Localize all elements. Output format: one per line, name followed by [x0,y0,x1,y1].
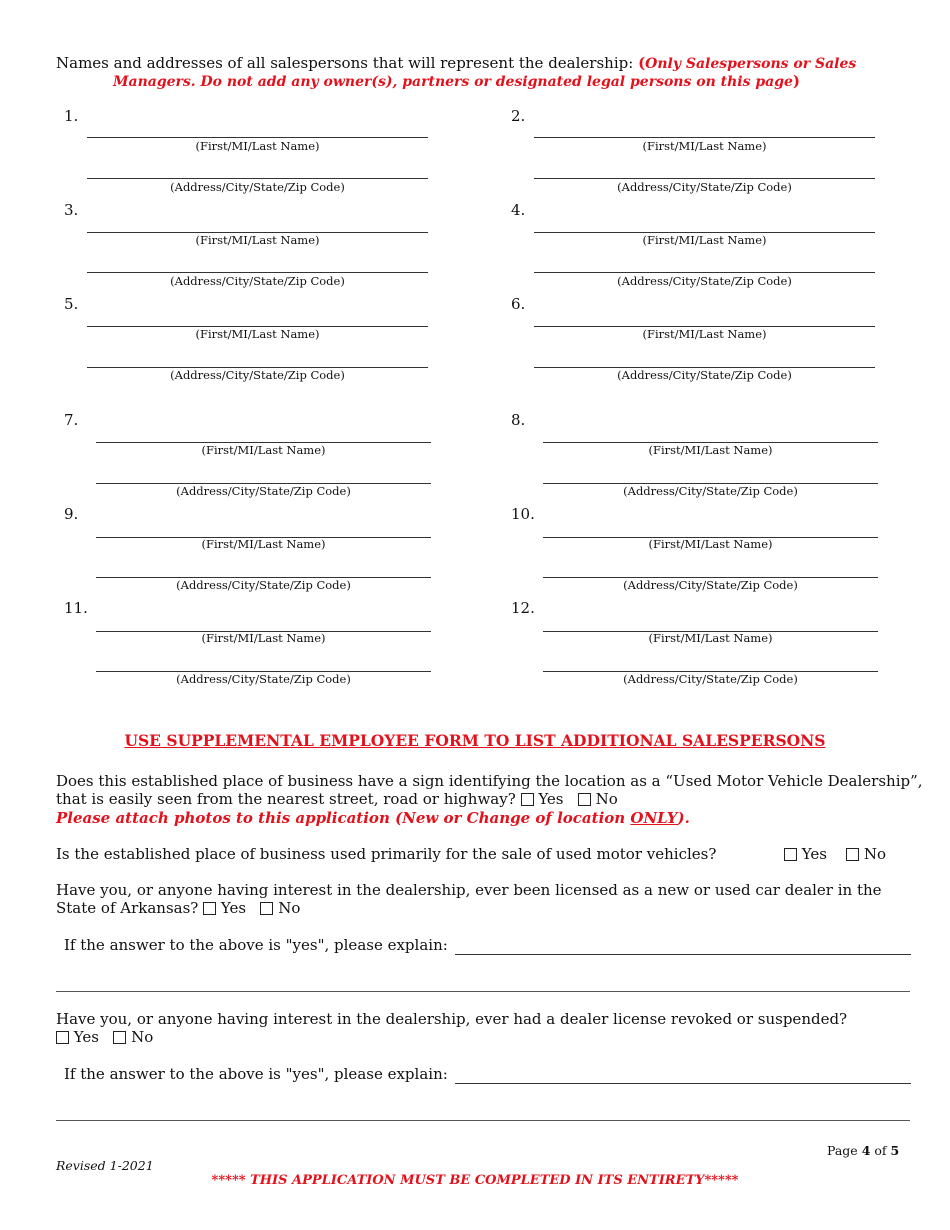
entry-number: 3. [64,201,79,219]
supplemental-heading: USE SUPPLEMENTAL EMPLOYEE FORM TO LIST ADDITIONAL SALESPERSONS [124,731,826,750]
sign-question-line2: that is easily seen from the nearest street, road or highway? [56,790,516,808]
name-caption: (First/MI/Last Name) [201,631,326,645]
entry-number: 11. [64,599,88,617]
address-caption: (Address/City/State/Zip Code) [623,578,798,592]
name-caption: (First/MI/Last Name) [195,139,320,153]
name-caption: (First/MI/Last Name) [201,537,326,551]
licensed-question [56,881,882,917]
licensed-question-line1: Have you, or anyone having interest in the dealership, ever been licensed as a new or used car dealer in the [56,881,882,899]
name-caption: (First/MI/Last Name) [642,233,767,247]
intro-note-line1: Only Salespersons or Sales [645,56,857,72]
licensed-yes-label: Yes [220,899,247,917]
address-line[interactable] [534,272,875,273]
sign-yes-checkbox[interactable] [521,793,534,806]
sign-yes-label: Yes [538,790,564,808]
name-caption: (First/MI/Last Name) [201,443,326,457]
address-caption: (Address/City/State/Zip Code) [170,180,345,194]
primary-no-label: No [863,845,886,863]
sign-question-line1: Does this established place of business have a sign identifying the location as a “Used Motor Vehicle Dealership”, [56,772,923,790]
licensed-yes-checkbox[interactable] [203,902,216,915]
licensed-no-label: No [278,899,301,917]
address-caption: (Address/City/State/Zip Code) [623,672,798,686]
entry-number: 12. [511,599,535,617]
address-caption: (Address/City/State/Zip Code) [176,578,351,592]
address-caption: (Address/City/State/Zip Code) [170,274,345,288]
revoked-question [56,1010,847,1046]
entry-number: 9. [64,505,79,523]
entry-number: 4. [511,201,526,219]
licensed-explain-label: If the answer to the above is "yes", please explain: [64,936,448,954]
revoked-no-label: No [131,1028,154,1046]
of-word: of [874,1143,887,1158]
name-caption: (First/MI/Last Name) [648,537,773,551]
address-caption: (Address/City/State/Zip Code) [176,484,351,498]
licensed-explain-line-2[interactable] [56,991,910,992]
entry-number: 7. [64,411,79,429]
address-line[interactable] [534,178,875,179]
primary-use-question: Is the established place of business used primarily for the sale of used motor vehicles? [56,845,717,863]
licensed-question-line2: State of Arkansas? [56,899,199,917]
page-word: Page [827,1143,858,1158]
primary-use-options [784,845,886,863]
intro-text: Names and addresses of all salespersons that will represent the dealership: [56,54,634,72]
revoked-explain-line[interactable] [455,1083,911,1084]
page-total: 5 [890,1143,900,1158]
photo-note: Please attach photos to this application (New or Change of location [56,809,631,827]
sign-question [56,772,923,827]
revoked-yes-checkbox[interactable] [56,1031,69,1044]
intro-paragraph [56,54,916,91]
sign-no-checkbox[interactable] [578,793,591,806]
name-line[interactable] [534,137,875,138]
address-caption: (Address/City/State/Zip Code) [623,484,798,498]
name-line[interactable] [87,137,428,138]
address-caption: (Address/City/State/Zip Code) [170,368,345,382]
address-line[interactable] [87,178,428,179]
completion-warning: ***** THIS APPLICATION MUST BE COMPLETED IN ITS ENTIRETY***** [211,1173,739,1188]
revoked-explain-line-2[interactable] [56,1120,910,1121]
entry-number: 1. [64,107,79,125]
page-number [827,1143,899,1158]
photo-note-end: ). [677,809,690,827]
licensed-no-checkbox[interactable] [260,902,273,915]
primary-no-checkbox[interactable] [846,848,859,861]
primary-yes-checkbox[interactable] [784,848,797,861]
licensed-explain-line[interactable] [455,954,911,955]
revised-date: Revised 1-2021 [56,1158,154,1173]
note-close-paren: ) [792,72,801,90]
revoked-yes-label: Yes [73,1028,99,1046]
revoked-question-line1: Have you, or anyone having interest in the dealership, ever had a dealer license revoked or suspended? [56,1010,848,1028]
sign-no-label: No [595,790,618,808]
address-line[interactable] [87,272,428,273]
address-caption: (Address/City/State/Zip Code) [617,274,792,288]
entry-number: 8. [511,411,526,429]
address-caption: (Address/City/State/Zip Code) [617,368,792,382]
page-current: 4 [861,1143,871,1158]
entry-number: 2. [511,107,526,125]
entry-number: 10. [511,505,535,523]
revoked-explain-label: If the answer to the above is "yes", please explain: [64,1065,448,1083]
name-caption: (First/MI/Last Name) [642,139,767,153]
name-caption: (First/MI/Last Name) [195,327,320,341]
revoked-no-checkbox[interactable] [113,1031,126,1044]
name-caption: (First/MI/Last Name) [642,327,767,341]
photo-note-only: ONLY [630,809,678,827]
entry-number: 6. [511,295,526,313]
primary-yes-label: Yes [801,845,827,863]
name-caption: (First/MI/Last Name) [195,233,320,247]
name-caption: (First/MI/Last Name) [648,631,773,645]
address-caption: (Address/City/State/Zip Code) [176,672,351,686]
address-caption: (Address/City/State/Zip Code) [617,180,792,194]
entry-number: 5. [64,295,79,313]
intro-note-line2: Managers. Do not add any owner(s), partners or designated legal persons on this page [113,74,793,90]
name-caption: (First/MI/Last Name) [648,443,773,457]
note-open-paren: ( [638,54,646,72]
